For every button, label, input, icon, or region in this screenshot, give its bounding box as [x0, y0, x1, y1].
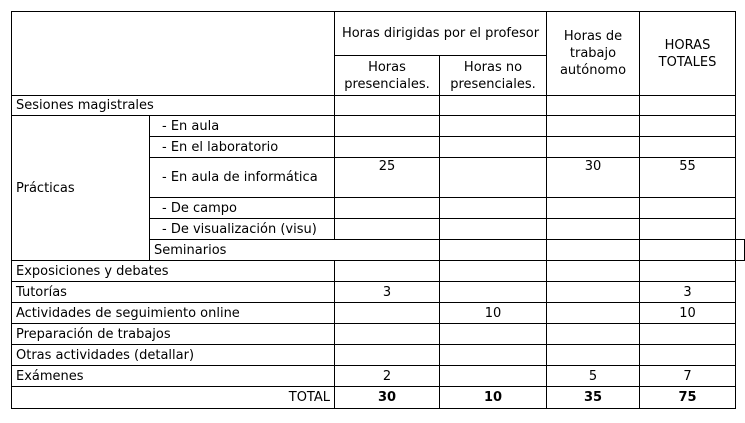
cell-total	[640, 116, 736, 137]
cell-autonomo: 30	[547, 158, 640, 198]
hours-table	[11, 11, 745, 409]
row-label: Otras actividades (detallar)	[12, 345, 335, 366]
hours-table-container	[11, 11, 745, 409]
cell-total: 55	[640, 158, 736, 198]
cell-no-presenciales	[440, 345, 547, 366]
cell-autonomo	[640, 240, 736, 261]
cell-no-presenciales	[440, 137, 547, 158]
row-label: Sesiones magistrales	[12, 96, 335, 116]
cell-total: 3	[640, 282, 736, 303]
cell-autonomo	[547, 282, 640, 303]
header-group-profesor: Horas dirigidas por el profesor	[335, 12, 547, 56]
row-label: Actividades de seguimiento online	[12, 303, 335, 324]
header-row-1	[12, 12, 745, 56]
cell-autonomo	[547, 261, 640, 282]
total-presenciales: 30	[335, 387, 440, 409]
cell-total: 7	[640, 366, 736, 387]
row-sublabel: - En aula	[150, 116, 335, 137]
cell-total	[640, 345, 736, 366]
cell-no-presenciales	[440, 158, 547, 198]
cell-autonomo: 5	[547, 366, 640, 387]
cell-presenciales	[335, 219, 440, 240]
row-label: Preparación de trabajos	[12, 324, 335, 345]
table-row	[12, 366, 745, 387]
cell-presenciales: 25	[335, 158, 440, 198]
cell-total	[640, 219, 736, 240]
cell-autonomo	[547, 96, 640, 116]
cell-presenciales	[335, 345, 440, 366]
header-no-presenciales: Horas no presenciales.	[440, 56, 547, 96]
cell-presenciales: 3	[335, 282, 440, 303]
total-total: 75	[640, 387, 736, 409]
row-sublabel: - De campo	[150, 198, 335, 219]
cell-total	[640, 96, 736, 116]
table-row	[12, 261, 745, 282]
row-label: Exámenes	[12, 366, 335, 387]
cell-autonomo	[547, 137, 640, 158]
cell-autonomo	[547, 324, 640, 345]
cell-no-presenciales	[440, 324, 547, 345]
cell-total: 10	[640, 303, 736, 324]
cell-presenciales	[335, 324, 440, 345]
cell-no-presenciales	[440, 96, 547, 116]
cell-presenciales	[335, 116, 440, 137]
row-sublabel: - En el laboratorio	[150, 137, 335, 158]
row-sublabel: - En aula de informática	[150, 158, 335, 198]
cell-presenciales	[335, 137, 440, 158]
header-horas-totales: HORAS TOTALES	[640, 12, 736, 96]
cell-no-presenciales: 10	[440, 303, 547, 324]
cell-autonomo	[547, 219, 640, 240]
total-label: TOTAL	[12, 387, 335, 409]
total-autonomo: 35	[547, 387, 640, 409]
table-row	[12, 345, 745, 366]
cell-presenciales	[335, 96, 440, 116]
cell-total	[640, 324, 736, 345]
table-row	[12, 282, 745, 303]
cell-autonomo	[547, 116, 640, 137]
cell-no-presenciales	[547, 240, 640, 261]
total-row	[12, 387, 745, 409]
header-trabajo-autonomo: Horas de trabajo autónomo	[547, 12, 640, 96]
cell-presenciales	[335, 261, 440, 282]
cell-autonomo	[547, 345, 640, 366]
cell-total	[640, 137, 736, 158]
cell-no-presenciales	[440, 261, 547, 282]
cell-no-presenciales	[440, 219, 547, 240]
cell-no-presenciales	[440, 116, 547, 137]
table-row	[12, 116, 745, 137]
cell-presenciales	[335, 303, 440, 324]
table-row	[12, 96, 745, 116]
table-row	[12, 324, 745, 345]
total-no-presenciales: 10	[440, 387, 547, 409]
cell-presenciales: 2	[335, 366, 440, 387]
cell-presenciales	[440, 240, 547, 261]
practicas-label: Prácticas	[12, 116, 150, 261]
cell-autonomo	[547, 303, 640, 324]
header-empty-cell	[12, 12, 335, 96]
row-label: Exposiciones y debates	[12, 261, 335, 282]
cell-presenciales	[335, 198, 440, 219]
table-row	[12, 303, 745, 324]
cell-total	[736, 240, 745, 261]
row-sublabel: - De visualización (visu)	[150, 219, 335, 240]
cell-no-presenciales	[440, 366, 547, 387]
cell-no-presenciales	[440, 282, 547, 303]
row-label: Tutorías	[12, 282, 335, 303]
row-label: Seminarios	[150, 240, 440, 261]
cell-no-presenciales	[440, 198, 547, 219]
header-presenciales: Horas presenciales.	[335, 56, 440, 96]
cell-total	[640, 198, 736, 219]
cell-autonomo	[547, 198, 640, 219]
cell-total	[640, 261, 736, 282]
